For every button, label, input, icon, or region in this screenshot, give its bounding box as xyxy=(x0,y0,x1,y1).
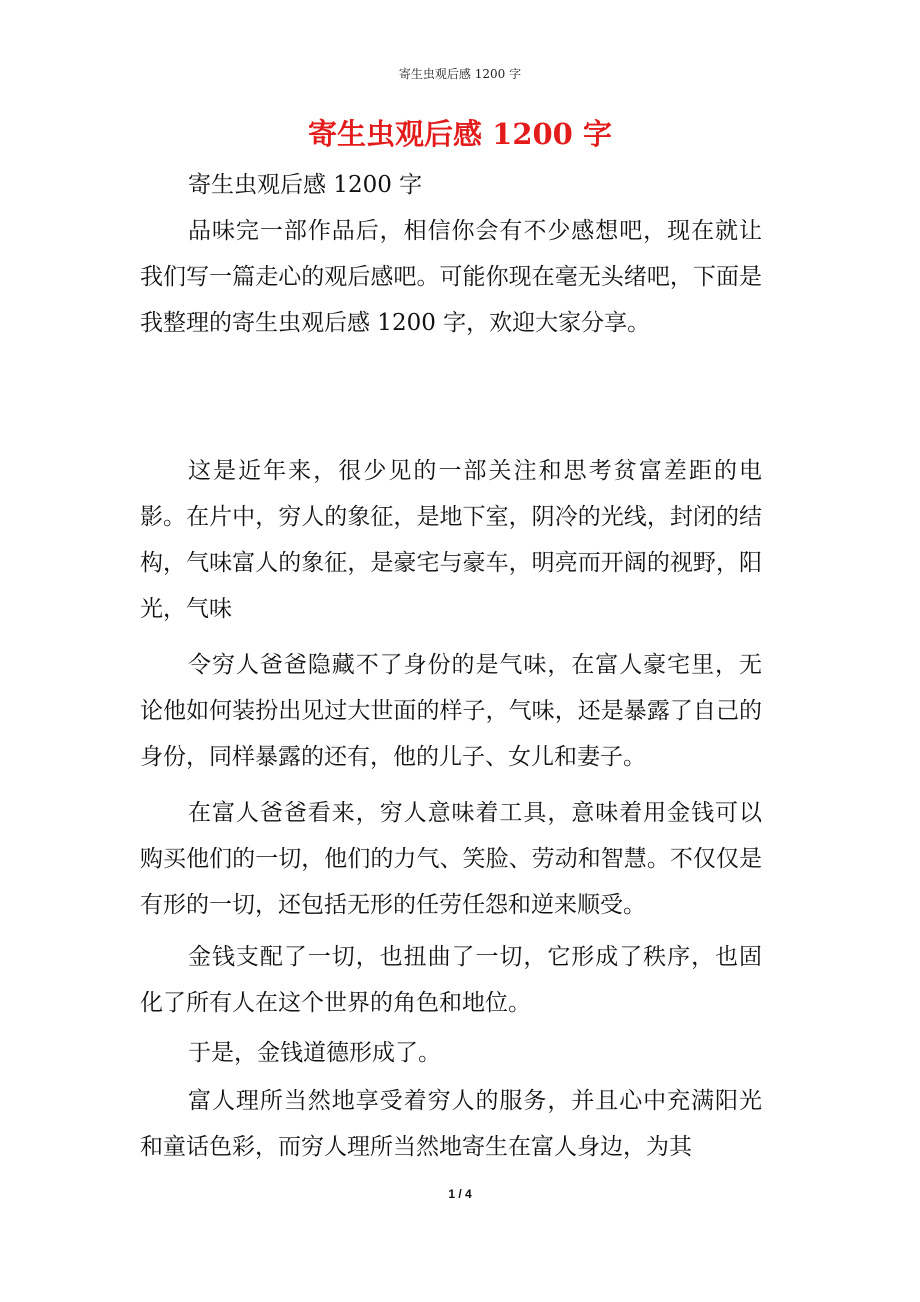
running-header: 寄生虫观后感 1200 字 xyxy=(398,67,522,81)
body-paragraph: 令穷人爸爸隐藏不了身份的是气味，在富人豪宅里，无论他如何装扮出见过大世面的样子，气味，还是暴露了自己的身份，同样暴露的还有，他的儿子、女儿和妻子。 xyxy=(140,652,762,770)
body-paragraph: 在富人爸爸看来，穷人意味着工具，意味着用金钱可以购买他们的一切，他们的力气、笑脸、劳动和智慧。不仅仅是有形的一切，还包括无形的任劳任怨和逆来顺受。 xyxy=(140,800,762,918)
body-paragraph: 金钱支配了一切，也扭曲了一切，它形成了秩序，也固化了所有人在这个世界的角色和地位。 xyxy=(140,944,762,1016)
body-paragraph: 富人理所当然地享受着穷人的服务，并且心中充满阳光和童话色彩，而穷人理所当然地寄生在富人身边，为其 xyxy=(140,1088,762,1160)
document-subtitle: 寄生虫观后感 1200 字 xyxy=(188,172,423,198)
intro-paragraph: 品味完一部作品后，相信你会有不少感想吧，现在就让我们写一篇走心的观后感吧。可能你现在毫无头绪吧，下面是我整理的寄生虫观后感 1200 字，欢迎大家分享。 xyxy=(140,218,762,336)
document-title: 寄生虫观后感 1200 字 xyxy=(308,117,612,151)
page-number: 1 / 4 xyxy=(448,1187,472,1201)
body-paragraph: 于是，金钱道德形成了。 xyxy=(188,1040,441,1066)
body-paragraph: 这是近年来，很少见的一部关注和思考贫富差距的电影。在片中，穷人的象征，是地下室，阴冷的光线，封闭的结构，气味富人的象征，是豪宅与豪车，明亮而开阔的视野，阳光，气味 xyxy=(140,458,762,622)
